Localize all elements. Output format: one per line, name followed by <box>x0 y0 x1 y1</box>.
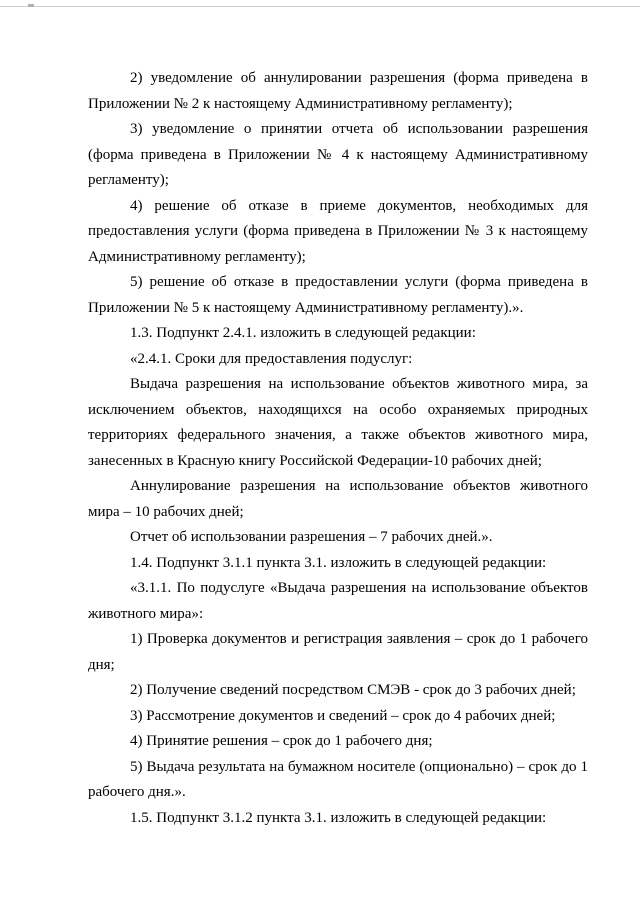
paragraph-3-1-1-heading: «3.1.1. По подуслуге «Выдача разрешения на использование объектов животного мира»: <box>88 580 588 622</box>
paragraph-item-1-5: 1.5. Подпункт 3.1.2 пункта 3.1. изложить в следующей редакции: <box>130 809 547 826</box>
paragraph-2-4-1-heading: «2.4.1. Сроки для предоставления подуслуг: <box>130 350 413 367</box>
paragraph-notice-report-accepted: 3) уведомление о принятии отчета об использовании разрешения (форма приведена в Приложении № 4 к настоящему Административному регламенту); <box>88 121 588 188</box>
paragraph-step-2: 2) Получение сведений посредством СМЭВ - срок до 3 рабочих дней; <box>130 682 576 698</box>
scan-top-mark <box>28 4 34 7</box>
paragraph-step-1: 1) Проверка документов и регистрация заявления – срок до 1 рабочего дня; <box>88 631 588 673</box>
scan-top-border <box>0 6 640 7</box>
document-page <box>88 66 588 831</box>
paragraph-report-term: Отчет об использовании разрешения – 7 рабочих дней.». <box>130 529 493 545</box>
paragraph-permit-issue-term: Выдача разрешения на использование объектов животного мира, за исключением объектов, находящихся на особо охраняемых природных территориях федерального значения, а также объектов животного мира, занесенных в Красную книгу Российской Федерации-10 рабочих дней; <box>88 376 588 469</box>
paragraph-step-3: 3) Рассмотрение документов и сведений – срок до 4 рабочих дней; <box>130 707 556 724</box>
paragraph-step-4: 4) Принятие решения – срок до 1 рабочего дня; <box>130 733 433 749</box>
paragraph-step-5: 5) Выдача результата на бумажном носителе (опционально) – срок до 1 рабочего дня.». <box>88 758 588 800</box>
paragraph-item-1-3: 1.3. Подпункт 2.4.1. изложить в следующей редакции: <box>130 325 476 341</box>
paragraph-item-1-4: 1.4. Подпункт 3.1.1 пункта 3.1. изложить в следующей редакции: <box>130 554 547 571</box>
paragraph-refusal-documents: 4) решение об отказе в приеме документов, необходимых для предоставления услуги (форма приведена в Приложении № 3 к настоящему Административному регламенту); <box>88 197 588 265</box>
paragraph-annulment-term: Аннулирование разрешения на использование объектов животного мира – 10 рабочих дней; <box>88 478 588 520</box>
paragraph-notice-annulment: 2) уведомление об аннулировании разрешения (форма приведена в Приложении № 2 к настоящему Административному регламенту); <box>88 70 588 112</box>
paragraph-refusal-service: 5) решение об отказе в предоставлении услуги (форма приведена в Приложении № 5 к настоящему Административному регламенту).». <box>88 274 588 316</box>
